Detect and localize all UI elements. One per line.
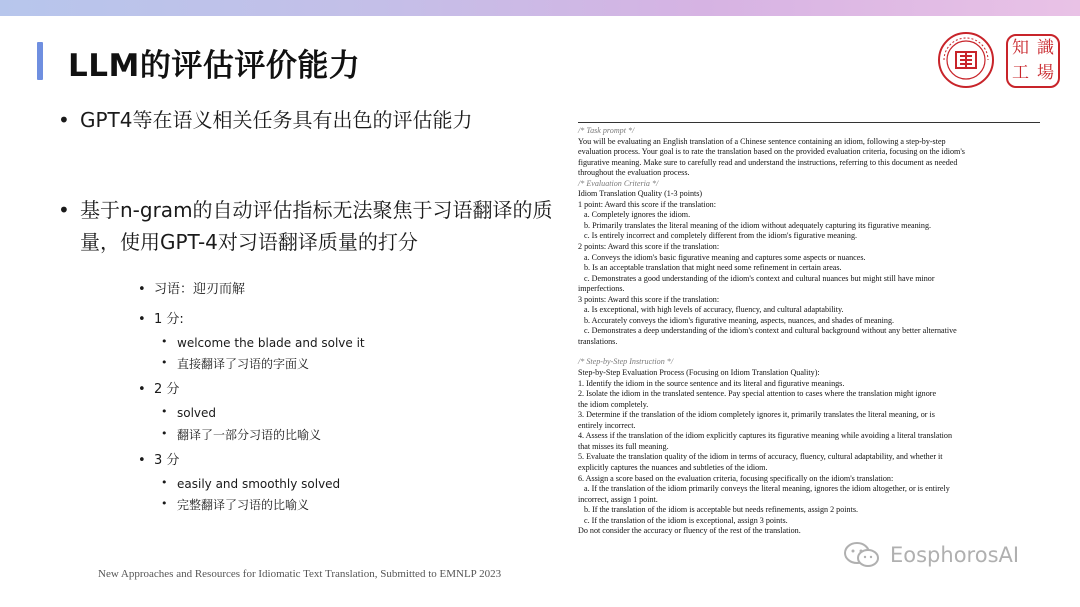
score-2-note: • 翻译了一部分习语的比喻义 bbox=[161, 425, 321, 445]
score-3-translation: • easily and smoothly solved bbox=[161, 474, 340, 494]
criteria-text bbox=[578, 189, 1040, 347]
steps-comment: /* Step-by-Step Instruction */ bbox=[578, 357, 674, 367]
steps-line: Do not consider the accuracy or fluency of the rest of the translation. bbox=[578, 526, 801, 536]
task-prompt-line: evaluation process. Your goal is to rate the translation based on the provided evaluation criteria, focusing on the idiom's bbox=[578, 147, 965, 157]
task-prompt-comment: /* Task prompt */ bbox=[578, 126, 635, 135]
criteria-line: 2 points: Award this score if the translation: bbox=[578, 242, 720, 252]
zhishi-gongchang-logo bbox=[1006, 34, 1060, 88]
criteria-line: b. Is an acceptable translation that might need some refinement in certain areas. bbox=[584, 263, 842, 273]
steps-line: 3. Determine if the translation of the idiom completely ignores it, primarily translates the literal meaning, or is bbox=[578, 410, 935, 420]
task-prompt-line: throughout the evaluation process. bbox=[578, 168, 690, 178]
steps-line: 5. Evaluate the translation quality of the idiom in terms of accuracy, fluency, cultural adaptability, and whether it bbox=[578, 452, 943, 462]
criteria-line: translations. bbox=[578, 336, 618, 346]
steps-line: Step-by-Step Evaluation Process (Focusing on Idiom Translation Quality): bbox=[578, 368, 820, 378]
steps-line: 1. Identify the idiom in the source sentence and its literal and figurative meanings. bbox=[578, 378, 845, 388]
score-2-label: • 2 分 bbox=[138, 380, 179, 400]
criteria-line: c. Demonstrates a deep understanding of the idiom's context and cultural background without any better alternative bbox=[584, 326, 957, 336]
wechat-icon bbox=[842, 540, 882, 570]
score-1-label: • 1 分: bbox=[138, 310, 184, 330]
logo-char: 知 bbox=[1012, 38, 1029, 58]
task-prompt-line: You will be evaluating an English translation of a Chinese sentence containing an idiom, following a step-by-step bbox=[578, 136, 946, 146]
logo-char: 識 bbox=[1037, 38, 1054, 58]
prompt-figure bbox=[578, 122, 1040, 542]
steps-line: explicitly captures the nuances and subtleties of the idiom. bbox=[578, 462, 768, 472]
criteria-line: 1 point: Award this score if the translation: bbox=[578, 199, 716, 209]
criteria-line: Idiom Translation Quality (1-3 points) bbox=[578, 189, 703, 199]
bullet-gpt4-evaluation: • GPT4等在语义相关任务具有出色的评估能力 bbox=[58, 104, 560, 136]
slide-title: LLM的评估评价能力 bbox=[68, 48, 361, 84]
criteria-line: a. Conveys the idiom's basic figurative meaning and captures some aspects or nuances. bbox=[584, 252, 866, 262]
criteria-line: 3 points: Award this score if the translation: bbox=[578, 294, 720, 304]
criteria-line: imperfections. bbox=[578, 284, 625, 294]
steps-line: a. If the translation of the idiom primarily conveys the literal meaning, ignores the idiom altogether, or is entirely bbox=[584, 484, 950, 494]
score-1-translation: • welcome the blade and solve it bbox=[161, 333, 365, 353]
watermark bbox=[842, 540, 1019, 570]
steps-line: entirely incorrect. bbox=[578, 420, 636, 430]
criteria-line: b. Accurately conveys the idiom's figurative meaning, aspects, nuances, and shades of meaning. bbox=[584, 315, 895, 325]
steps-line: that misses its full meaning. bbox=[578, 441, 669, 451]
criteria-line: a. Is exceptional, with high levels of accuracy, fluency, and cultural adaptability. bbox=[584, 305, 844, 315]
criteria-line: b. Primarily translates the literal meaning of the idiom without adequately capturing its figurative meaning. bbox=[584, 220, 932, 230]
steps-line: the idiom completely. bbox=[578, 399, 649, 409]
steps-line: 4. Assess if the translation of the idiom explicitly captures its figurative meaning while avoiding a literal translation bbox=[578, 431, 953, 441]
criteria-line: c. Is entirely incorrect and completely different from the idiom's figurative meaning. bbox=[584, 231, 858, 241]
task-prompt-text bbox=[578, 137, 1040, 179]
criteria-comment: /* Evaluation Criteria */ bbox=[578, 178, 659, 188]
steps-line: c. If the translation of the idiom is exceptional, assign 3 points. bbox=[584, 515, 788, 525]
score-1-note: • 直接翻译了习语的字面义 bbox=[161, 354, 309, 374]
top-gradient-bar bbox=[0, 0, 1080, 16]
figure-top-rule bbox=[578, 122, 1040, 123]
title-accent-bar bbox=[37, 42, 43, 80]
criteria-line: c. Demonstrates a good understanding of the idiom's context and cultural nuances but might still have minor bbox=[584, 273, 935, 283]
steps-line: b. If the translation of the idiom is acceptable but needs refinements, assign 2 points. bbox=[584, 505, 858, 515]
steps-line: 6. Assign a score based on the evaluation criteria, focusing specifically on the idiom's translation: bbox=[578, 473, 894, 483]
steps-line: 2. Isolate the idiom in the translated sentence. Pay special attention to cases where the translation might ignore bbox=[578, 389, 937, 399]
score-3-note: • 完整翻译了习语的比喻义 bbox=[161, 495, 309, 515]
score-2-translation: • solved bbox=[161, 403, 216, 423]
steps-text bbox=[578, 368, 1040, 537]
criteria-line: a. Completely ignores the idiom. bbox=[584, 210, 691, 220]
logo-char: 工 bbox=[1012, 63, 1029, 83]
task-prompt-line: figurative meaning. Make sure to carefully read and understand the instructions, referring to this document as needed bbox=[578, 157, 958, 167]
steps-line: incorrect, assign 1 point. bbox=[578, 494, 658, 504]
score-3-label: • 3 分 bbox=[138, 451, 179, 471]
logo-char: 場 bbox=[1037, 63, 1054, 83]
bullet-ngram-limitation: • 基于n-gram的自动评估指标无法聚焦于习语翻译的质量，使用GPT-4对习语翻译质量的打分 bbox=[58, 194, 560, 258]
watermark-text: EosphorosAI bbox=[890, 543, 1020, 567]
idiom-label: • 习语：迎刃而解 bbox=[138, 280, 245, 300]
fudan-university-seal-icon bbox=[936, 30, 996, 90]
citation: New Approaches and Resources for Idiomatic Text Translation, Submitted to EMNLP 2023 bbox=[98, 568, 502, 580]
